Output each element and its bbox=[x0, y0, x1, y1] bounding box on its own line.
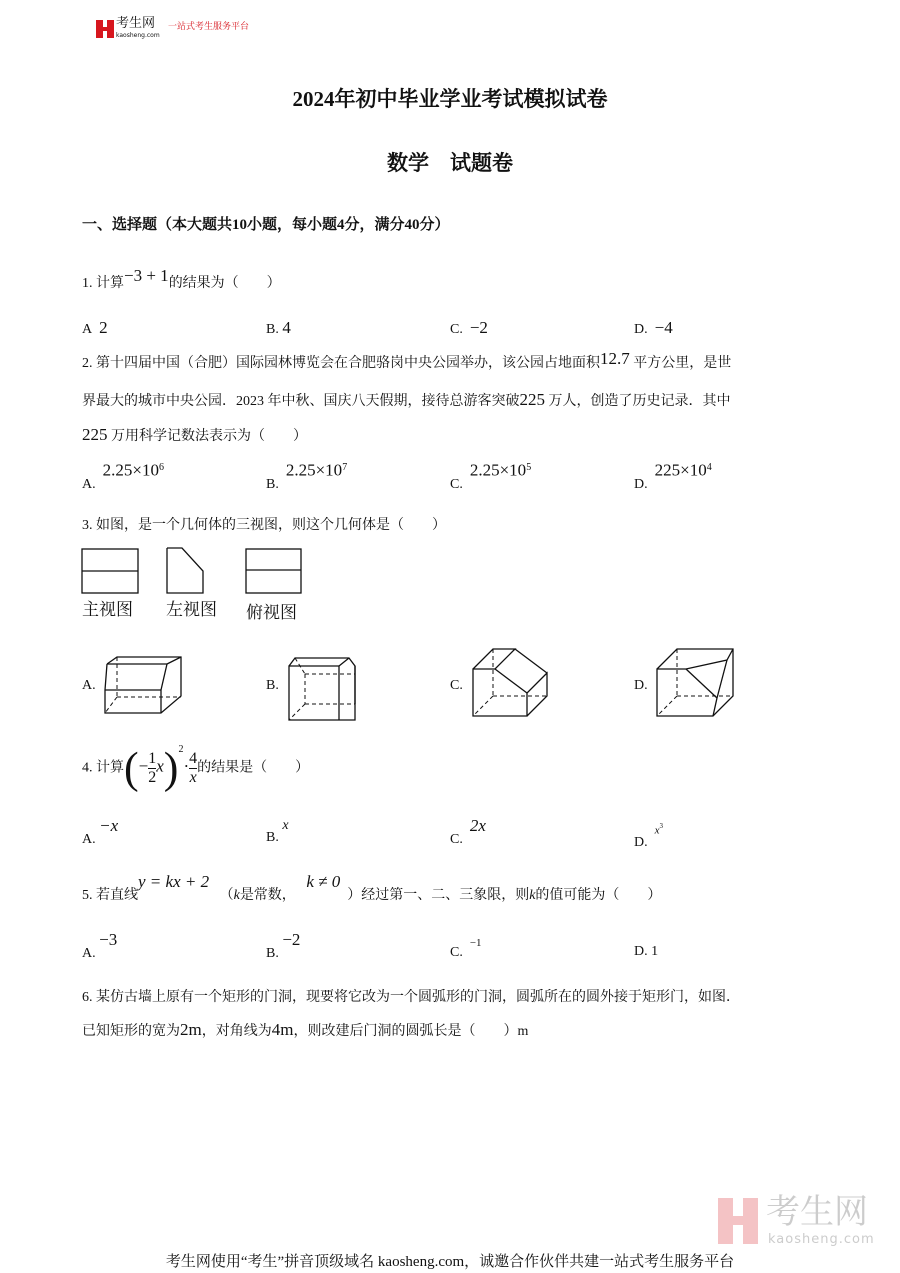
section-heading: 一、选择题（本大题共10小题，每小题4分，满分40分） bbox=[82, 217, 450, 233]
q3-option-c-label: C. bbox=[450, 678, 463, 693]
q2-option-c: C. $2.25\times 10^5$ bbox=[450, 460, 532, 492]
watermark-text: 考生网 bbox=[766, 1192, 868, 1232]
q1-option-b: B. 4 bbox=[266, 318, 291, 337]
q3-option-a-figure bbox=[100, 650, 190, 720]
q1-option-c: C. −2 bbox=[450, 318, 488, 337]
question-4: 4. 计算(− $\frac{1}{2}$ x)$^2$· $\frac{4}{x}$ 的结果是（ ） bbox=[82, 743, 310, 793]
q2-option-d: D. $225\times 10^4$ bbox=[634, 460, 712, 492]
question-2-line-2: 界最大的城市中央公园．2023 年中秋、国庆八天假期，接待总游客突破225 万人，创造了历史记录．其中 bbox=[82, 390, 731, 409]
q1-option-a: A 2 bbox=[82, 318, 108, 337]
q3-option-b-label: B. bbox=[266, 678, 279, 693]
page-subtitle: 数学 试题卷 bbox=[387, 151, 513, 175]
q3-option-c-figure bbox=[470, 646, 552, 720]
logo-domain: kaosheng.com bbox=[116, 32, 160, 39]
q4-option-c: C. 2x bbox=[450, 816, 486, 847]
question-6-line-1: 6. 某仿古墙上原有一个矩形的门洞，现要将它改为一个圆弧形的门洞，圆弧所在的圆外接于矩形门，如图． bbox=[82, 990, 740, 1005]
q3-option-b-figure bbox=[284, 652, 374, 722]
q5-option-b: B. −2 bbox=[266, 930, 301, 961]
q5-option-c: C. −1 bbox=[450, 937, 482, 960]
view-label-top: 俯视图 bbox=[246, 603, 297, 622]
q5-option-a: A. −3 bbox=[82, 930, 118, 961]
question-2-line-3: 225 万用科学记数法表示为（ ） bbox=[82, 425, 307, 444]
logo-text: 考生网 bbox=[116, 16, 156, 31]
watermark-domain: kaosheng.com bbox=[768, 1232, 875, 1247]
q3-option-a-label: A. bbox=[82, 678, 96, 693]
watermark-mark-icon bbox=[718, 1198, 758, 1244]
watermark-logo bbox=[718, 1198, 758, 1249]
question-2-line-1: 2. 第十四届中国（合肥）国际园林博览会在合肥骆岗中央公园举办，该公园占地面积12.7 平方公里，是世 bbox=[82, 349, 732, 371]
q4-option-a: A. −x bbox=[82, 816, 119, 847]
q4-option-d: D. $x^3$ bbox=[634, 822, 664, 850]
question-3: 3. 如图，是一个几何体的三视图，则这个几何体是（ ） bbox=[82, 518, 446, 533]
q5-option-d: D. 1 bbox=[634, 944, 659, 959]
view-label-front: 主视图 bbox=[82, 600, 133, 619]
q1-option-d: D. −4 bbox=[634, 318, 673, 337]
question-5: 5. 若直线y = kx + 2 （k是常数， k ≠ 0 ）经过第一、二、三象限，则k的值可能为（ ） bbox=[82, 872, 662, 903]
logo bbox=[96, 20, 114, 43]
q3-option-d-label: D. bbox=[634, 678, 648, 693]
q2-option-a: A. $2.25\times 10^6$ bbox=[82, 460, 164, 492]
page-title: 2024年初中毕业学业考试模拟试卷 bbox=[292, 87, 608, 111]
q2-option-b: B. $2.25\times 10^7$ bbox=[266, 460, 348, 492]
question-1: 1. 计算−3 + 1的结果为（ ） bbox=[82, 266, 281, 291]
page-footer: 考生网使用“考生”拼音顶级域名 kaosheng.com，诚邀合作伙伴共建一站式考生服务平台 bbox=[165, 1254, 735, 1270]
q4-option-b: B. x bbox=[266, 818, 289, 845]
view-label-left: 左视图 bbox=[166, 600, 217, 619]
q3-option-d-figure bbox=[654, 646, 736, 720]
header-slogan: 一站式考生服务平台 bbox=[168, 22, 250, 32]
logo-mark-icon bbox=[96, 20, 114, 38]
question-6-line-2: 已知矩形的宽为2m，对角线为4m，则改建后门洞的圆弧长是（ ）m bbox=[82, 1020, 529, 1039]
three-views-figure bbox=[80, 546, 305, 598]
